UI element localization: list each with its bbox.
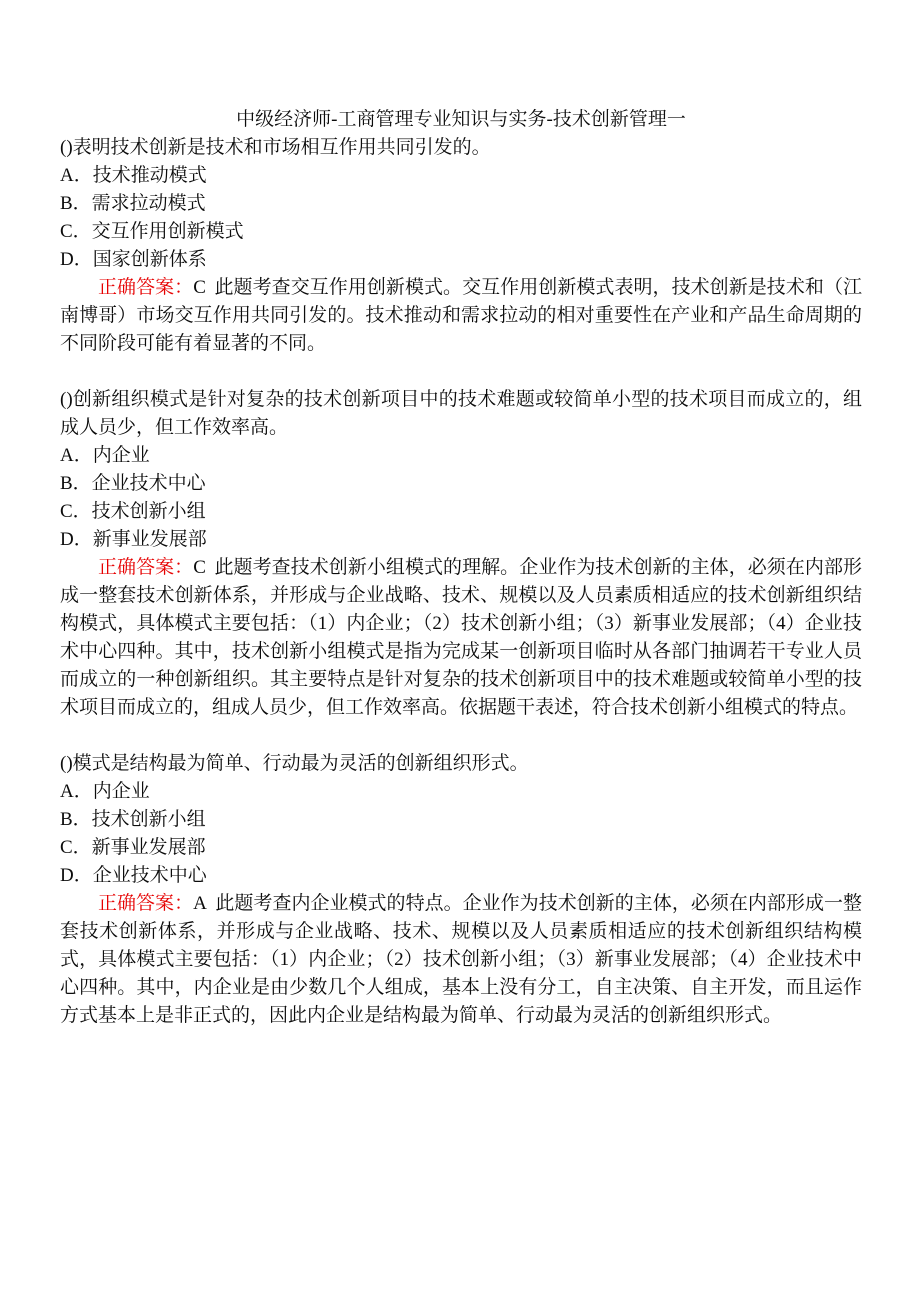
option-d: D．新事业发展部 (60, 529, 207, 550)
option-c: C．技术创新小组 (60, 501, 206, 522)
document-title: 中级经济师-工商管理专业知识与实务-技术创新管理一 (236, 109, 686, 130)
answer-letter: C (193, 277, 206, 298)
option-c: C．新事业发展部 (60, 837, 206, 858)
answer-paragraph (60, 890, 862, 1030)
option-b: B．企业技术中心 (60, 473, 206, 494)
answer-explanation: 此题考查交互作用创新模式。交互作用创新模式表明，技术创新是技术和（江南博哥）市场交互作用共同引发的。技术推动和需求拉动的相对重要性在产业和产品生命周期的不同阶段可能有着显著的不同。 (60, 277, 862, 354)
answer-letter: A (193, 893, 207, 914)
answer-label: 正确答案： (98, 557, 194, 578)
answer-paragraph (60, 274, 862, 358)
option-b: B．需求拉动模式 (60, 193, 206, 214)
answer-paragraph (60, 554, 862, 722)
question-block-2 (60, 386, 862, 722)
option-a: A．内企业 (60, 781, 150, 802)
option-d: D．企业技术中心 (60, 865, 207, 886)
answer-letter: C (193, 557, 206, 578)
question-block-3 (60, 750, 862, 1030)
answer-label: 正确答案： (98, 893, 194, 914)
question-block-1 (60, 134, 862, 358)
option-d: D．国家创新体系 (60, 249, 207, 270)
answer-label: 正确答案： (98, 277, 194, 298)
question-stem: ()创新组织模式是针对复杂的技术创新项目中的技术难题或较简单小型的技术项目而成立的，组成人员少，但工作效率高。 (60, 389, 862, 438)
answer-explanation: 此题考查技术创新小组模式的理解。企业作为技术创新的主体，必须在内部形成一整套技术创新体系，并形成与企业战略、技术、规模以及人员素质相适应的技术创新组织结构模式，具体模式主要包括：（1）内企业；（2）技术创新小组；（3）新事业发展部；（4）企业技术中心四种。其中，技术创新小组模式是指为完成某一创新项目临时从各部门抽调若干专业人员而成立的一种创新组织。其主要特点是针对复杂的技术创新项目中的技术难题或较简单小型的技术项目而成立的，组成人员少，但工作效率高。依据题干表述，符合技术创新小组模式的特点。 (60, 557, 862, 718)
question-stem: ()表明技术创新是技术和市场相互作用共同引发的。 (60, 137, 491, 158)
option-b: B．技术创新小组 (60, 809, 206, 830)
option-a: A．技术推动模式 (60, 165, 207, 186)
answer-explanation: 此题考查内企业模式的特点。企业作为技术创新的主体，必须在内部形成一整套技术创新体系，并形成与企业战略、技术、规模以及人员素质相适应的技术创新组织结构模式，具体模式主要包括：（1）内企业；（2）技术创新小组；（3）新事业发展部；（4）企业技术中心四种。其中，内企业是由少数几个人组成，基本上没有分工，自主决策、自主开发，而且运作方式基本上是非正式的，因此内企业是结构最为简单、行动最为灵活的创新组织形式。 (60, 893, 862, 1026)
option-c: C．交互作用创新模式 (60, 221, 244, 242)
question-stem: ()模式是结构最为简单、行动最为灵活的创新组织形式。 (60, 753, 529, 774)
option-a: A．内企业 (60, 445, 150, 466)
